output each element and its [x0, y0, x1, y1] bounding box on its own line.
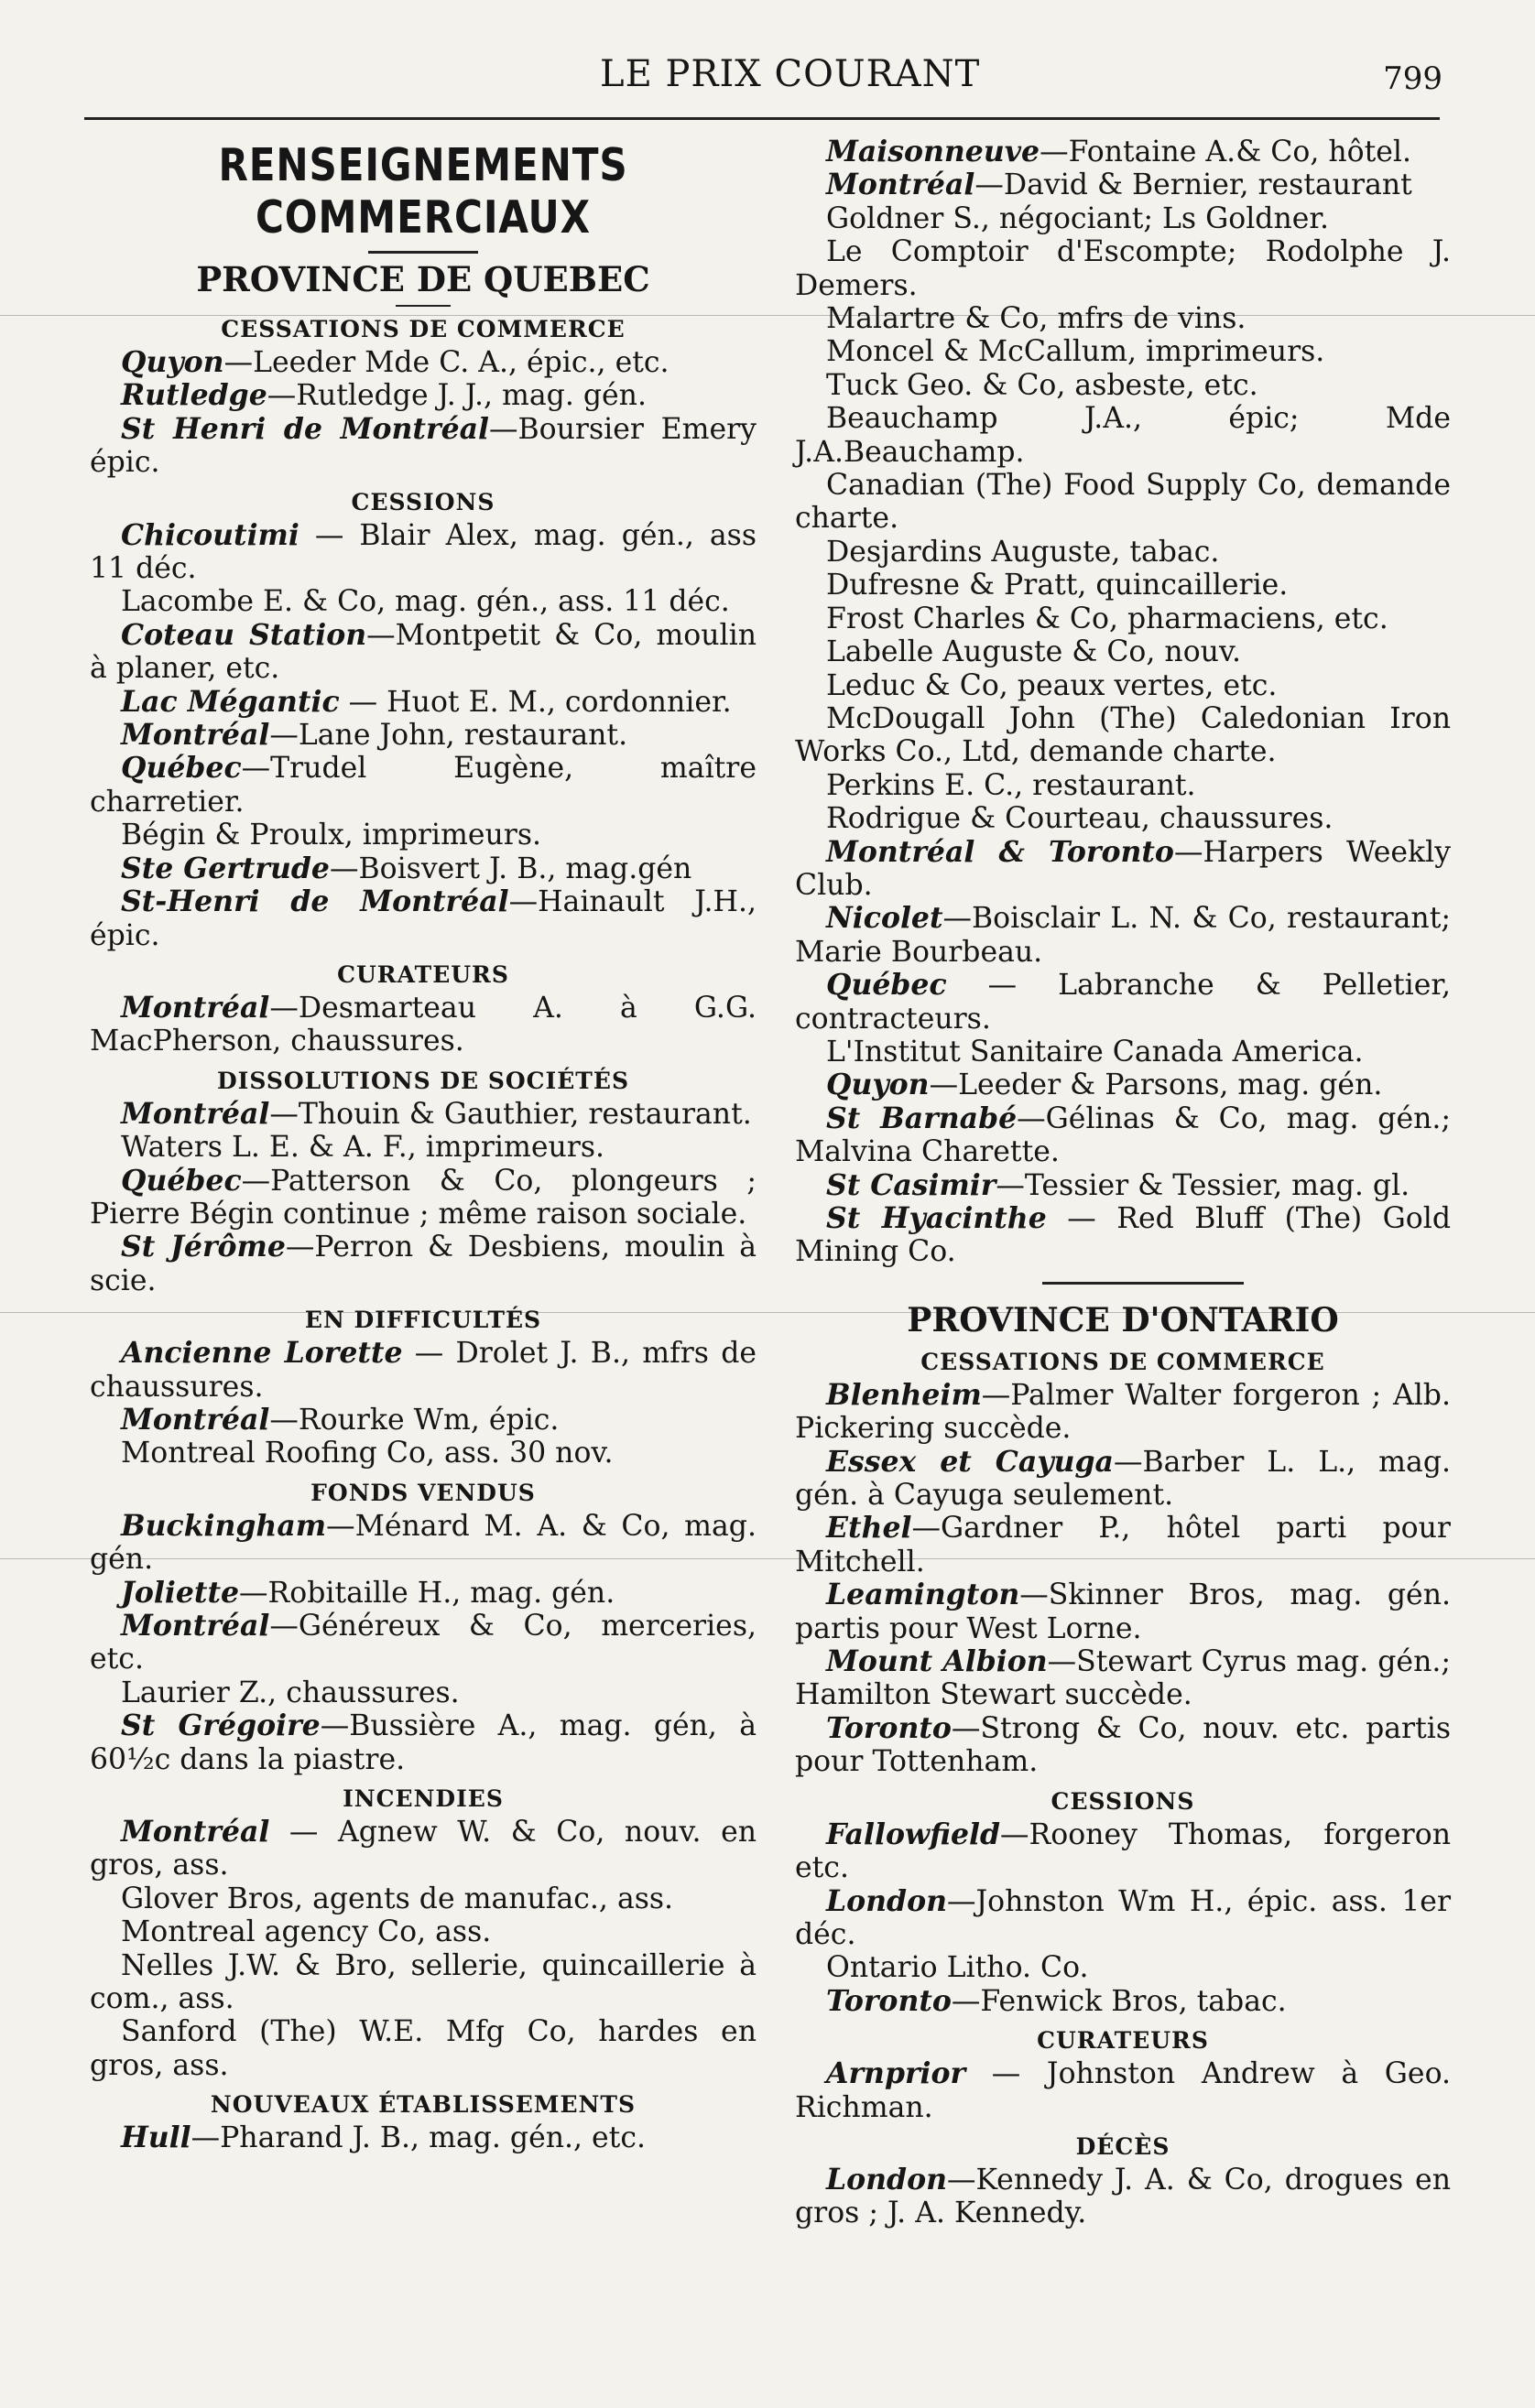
- listing-entry: [90, 1098, 757, 1131]
- listing-entry: [795, 302, 1451, 335]
- place-name: Québec: [121, 1163, 242, 1198]
- listing-entry: [795, 1102, 1451, 1169]
- entry-text: —Hainault J.H., épic.: [90, 885, 757, 952]
- place-name: Joliette: [121, 1575, 240, 1610]
- entry-text: —Gélinas & Co, mag. gén.; Malvina Charette.: [795, 1101, 1451, 1169]
- entry-text: —Rutledge J. J., mag. gén.: [267, 379, 647, 413]
- entry-text: —Harpers Weekly Club.: [795, 835, 1451, 902]
- province-separator: [1042, 1282, 1244, 1285]
- section-heading: CURATEURS: [1037, 2027, 1209, 2055]
- entry-text: —Leeder Mde C. A., épic., etc.: [223, 346, 670, 379]
- place-name: Montréal: [121, 1402, 270, 1437]
- listing-entry: [795, 369, 1451, 402]
- place-name: Montréal: [826, 168, 975, 202]
- entry-text: Le Comptoir d'Escompte; Rodolphe J. Demers.: [795, 235, 1451, 302]
- section-list: [90, 1510, 757, 1776]
- section-heading: CESSIONS: [1051, 1787, 1195, 1815]
- entry-text: —Tessier & Tessier, mag. gl.: [996, 1168, 1410, 1202]
- entry-text: L'Institut Sanitaire Canada America.: [826, 1035, 1364, 1068]
- listing-entry: [795, 2164, 1451, 2230]
- entry-text: Nelles J.W. & Bro, sellerie, quincaillerie à com., ass.: [90, 1948, 757, 2016]
- listing-entry: [795, 335, 1451, 368]
- place-name: Montréal: [121, 990, 270, 1025]
- section-list: [90, 2121, 757, 2154]
- entry-text: Montreal agency Co, ass.: [121, 1915, 492, 1949]
- listing-entry: [90, 585, 757, 618]
- place-name: St-Henri de Montréal: [121, 884, 509, 919]
- place-name: Montréal: [121, 1609, 270, 1643]
- title-rule: [368, 251, 478, 254]
- place-name: Québec: [121, 751, 242, 786]
- listing-entry: [90, 346, 757, 379]
- section-heading: INCENDIES: [343, 1785, 504, 1813]
- place-name: St Hyacinthe: [826, 1201, 1047, 1235]
- entry-text: — Agnew W. & Co, nouv. en gros, ass.: [90, 1816, 757, 1882]
- place-name: Fallowfield: [826, 1817, 1001, 1851]
- province-title-ontario: PROVINCE D'ONTARIO: [907, 1300, 1339, 1340]
- place-name: Quyon: [826, 1068, 930, 1102]
- entry-text: — Labranche & Pelletier, contracteurs.: [795, 969, 1451, 1036]
- listing-entry: [795, 669, 1451, 702]
- place-name: Buckingham: [121, 1508, 327, 1543]
- entry-text: —Perron & Desbiens, moulin à scie.: [90, 1231, 757, 1297]
- listing-entry: [795, 635, 1451, 668]
- entry-text: Desjardins Auguste, tabac.: [826, 535, 1220, 569]
- place-name: London: [826, 2162, 947, 2196]
- section-list: [90, 1337, 757, 1470]
- entry-text: Sanford (The) W.E. Mfg Co, hardes en gros, ass.: [90, 2015, 757, 2082]
- listing-entry: [795, 1712, 1451, 1779]
- entry-text: Moncel & McCallum, imprimeurs.: [826, 335, 1325, 369]
- listing-entry: [795, 1985, 1451, 2018]
- place-name: Quyon: [121, 345, 224, 379]
- entry-text: Montreal Roofing Co, ass. 30 nov.: [121, 1437, 614, 1470]
- entry-text: —Rourke Wm, épic.: [269, 1403, 560, 1437]
- listing-entry: [795, 1169, 1451, 1202]
- listing-entry: [90, 819, 757, 851]
- entry-text: —Stewart Cyrus mag. gén.; Hamilton Stewart succède.: [795, 1645, 1451, 1712]
- listing-entry: [795, 1446, 1451, 1513]
- place-name: Arnprior: [826, 2056, 966, 2091]
- section-heading: CESSATIONS DE COMMERCE: [221, 316, 626, 342]
- listing-entry: [795, 769, 1451, 802]
- place-name: Toronto: [826, 1983, 952, 2018]
- listing-entry: [795, 1202, 1451, 1269]
- section-heading: DISSOLUTIONS DE SOCIÉTÉS: [216, 1067, 630, 1094]
- place-name: St Jérôme: [121, 1230, 286, 1264]
- listing-entry: [90, 1577, 757, 1610]
- entry-text: Lacombe E. & Co, mag. gén., ass. 11 déc.: [121, 585, 730, 619]
- entry-text: Glover Bros, agents de manufac., ass.: [121, 1882, 674, 1915]
- listing-entry: [90, 379, 757, 412]
- entry-text: —Généreux & Co, merceries, etc.: [90, 1610, 757, 1676]
- entry-text: Bégin & Proulx, imprimeurs.: [121, 819, 542, 852]
- listing-entry: [90, 686, 757, 719]
- section-heading: CESSATIONS DE COMMERCE: [920, 1348, 1325, 1375]
- place-name: Ste Gertrude: [121, 851, 330, 885]
- place-name: Montréal: [121, 1096, 270, 1131]
- entry-text: Leduc & Co, peaux vertes, etc.: [826, 668, 1278, 702]
- place-name: St Grégoire: [121, 1708, 321, 1743]
- entry-text: Ontario Litho. Co.: [826, 1951, 1089, 1985]
- listing-entry: [90, 2015, 757, 2082]
- section-list: [90, 992, 757, 1058]
- listing-entry: [795, 1512, 1451, 1578]
- entry-text: —Montpetit & Co, moulin à planer, etc.: [90, 618, 757, 686]
- entry-text: —Pharand J. B., mag. gén., etc.: [191, 2121, 646, 2155]
- entry-text: Tuck Geo. & Co, asbeste, etc.: [826, 368, 1258, 402]
- listing-entry: [795, 168, 1451, 201]
- entry-text: Beauchamp J.A., épic; Mde J.A.Beauchamp.: [795, 402, 1451, 469]
- entry-text: —Fenwick Bros, tabac.: [951, 1984, 1287, 2018]
- entry-text: Canadian (The) Food Supply Co, demande charte.: [795, 469, 1451, 536]
- entry-text: —Barber L. L., mag. gén. à Cayuga seulement.: [795, 1445, 1451, 1513]
- listing-entry: [90, 619, 757, 686]
- place-name: Montréal: [121, 1815, 270, 1849]
- entry-text: —Lane John, restaurant.: [269, 719, 628, 753]
- place-name: Hull: [121, 2121, 191, 2155]
- listing-entry: [90, 1949, 757, 2016]
- place-name: Ancienne Lorette: [121, 1336, 403, 1371]
- listing-entry: [795, 136, 1451, 168]
- entry-text: Perkins E. C., restaurant.: [826, 768, 1196, 802]
- section-heading: CESSIONS: [351, 488, 495, 515]
- entry-text: —Kennedy J. A. & Co, drogues en gros ; J. A. Kennedy.: [795, 2163, 1451, 2230]
- listing-entry: [90, 1676, 757, 1709]
- section-heading: CURATEURS: [337, 960, 509, 988]
- listing-entry: [90, 1404, 757, 1437]
- place-name: Chicoutimi: [121, 517, 299, 552]
- listing-entry: [795, 1068, 1451, 1101]
- listing-entry: [90, 1437, 757, 1470]
- place-name: Essex et Cayuga: [826, 1444, 1114, 1479]
- entry-text: — Johnston Andrew à Geo. Richman.: [795, 2057, 1451, 2124]
- place-name: Blenheim: [826, 1377, 982, 1412]
- listing-entry: [90, 1165, 757, 1231]
- entry-text: —Bussière A., mag. gén, à 60½c dans la piastre.: [90, 1709, 757, 1776]
- place-name: Ethel: [826, 1511, 912, 1546]
- listing-entry: [90, 885, 757, 952]
- listing-entry: [795, 1036, 1451, 1068]
- listing-entry: [90, 1337, 757, 1404]
- section-list: [90, 519, 757, 952]
- listing-entry: [795, 1818, 1451, 1885]
- entry-text: —Boisvert J. B., mag.gén: [329, 851, 692, 885]
- listing-entry: [90, 1131, 757, 1164]
- section-list: [90, 1816, 757, 2082]
- listing-entry: [90, 1915, 757, 1948]
- page-number: 799: [1383, 60, 1442, 97]
- entry-text: —Rooney Thomas, forgeron etc.: [795, 1817, 1451, 1885]
- place-name: Toronto: [826, 1710, 952, 1745]
- place-name: Québec: [826, 968, 947, 1003]
- listing-entry: [795, 902, 1451, 969]
- entry-text: Frost Charles & Co, pharmaciens, etc.: [826, 602, 1388, 635]
- listing-entry: [795, 836, 1451, 903]
- listing-entry: [90, 719, 757, 752]
- right-column: [795, 136, 1451, 2230]
- listing-entry: [795, 1379, 1451, 1446]
- main-title: RENSEIGNEMENTS COMMERCIAUX: [218, 139, 628, 244]
- listing-entry: [90, 1816, 757, 1882]
- entry-text: Labelle Auguste & Co, nouv.: [826, 635, 1242, 669]
- listing-entry: [90, 1882, 757, 1915]
- left-column: [90, 136, 757, 2155]
- place-name: Leamington: [826, 1578, 1020, 1612]
- listing-entry: [795, 969, 1451, 1036]
- entry-text: —Gardner P., hôtel parti pour Mitchell.: [795, 1512, 1451, 1578]
- entry-text: —Strong & Co, nouv. etc. partis pour Tottenham.: [795, 1711, 1451, 1779]
- entry-text: Malartre & Co, mfrs de vins.: [826, 302, 1247, 336]
- place-name: St Henri de Montréal: [121, 411, 489, 446]
- listing-entry: [795, 1885, 1451, 1952]
- entry-text: —Patterson & Co, plongeurs ; Pierre Bégin continue ; même raison sociale.: [90, 1164, 757, 1231]
- section-list: [90, 346, 757, 480]
- page-header: [87, 53, 1442, 108]
- listing-entry: [90, 1709, 757, 1776]
- entry-text: Rodrigue & Courteau, chaussures.: [826, 802, 1334, 836]
- listing-entry: [90, 1610, 757, 1676]
- place-name: St Casimir: [826, 1167, 996, 1202]
- listing-entry: [795, 1951, 1451, 1984]
- entry-text: — Drolet J. B., mfrs de chaussures.: [90, 1337, 757, 1404]
- listing-entry: [90, 2121, 757, 2154]
- place-name: Maisonneuve: [826, 135, 1040, 168]
- entry-text: —David & Bernier, restaurant: [974, 168, 1412, 202]
- entry-text: Goldner S., négociant; Ls Goldner.: [826, 201, 1329, 235]
- listing-entry: [795, 536, 1451, 569]
- listing-entry: [90, 1231, 757, 1297]
- province-rule: [396, 305, 451, 307]
- section-heading: NOUVEAUX ÉTABLISSEMENTS: [210, 2091, 637, 2119]
- entry-text: —Thouin & Gauthier, restaurant.: [269, 1097, 752, 1131]
- place-name: London: [826, 1883, 947, 1918]
- section-list: [795, 1818, 1451, 2018]
- listing-entry: [90, 752, 757, 819]
- entry-text: — Blair Alex, mag. gén., ass 11 déc.: [90, 518, 757, 586]
- entry-text: —Johnston Wm H., épic. ass. 1er déc.: [795, 1884, 1451, 1951]
- entry-text: —Desmarteau A. à G.G. MacPherson, chaussures.: [90, 991, 757, 1058]
- place-name: Montréal & Toronto: [826, 834, 1174, 869]
- section-list: [90, 1098, 757, 1297]
- section-list: [795, 1379, 1451, 1779]
- province-title-quebec: PROVINCE DE QUEBEC: [196, 259, 650, 299]
- entry-text: —Robitaille H., mag. gén.: [239, 1576, 615, 1610]
- running-title: LE PRIX COURANT: [600, 53, 981, 95]
- listing-entry: [795, 1578, 1451, 1645]
- place-name: St Barnabé: [826, 1101, 1018, 1135]
- listing-entry: [795, 235, 1451, 302]
- listing-entry: [795, 469, 1451, 536]
- listing-entry: [795, 202, 1451, 235]
- entry-text: —Boisclair L. N. & Co, restaurant; Marie Bourbeau.: [795, 902, 1451, 969]
- place-name: Nicolet: [826, 901, 943, 936]
- listing-entry: [795, 402, 1451, 469]
- entry-text: —Boursier Emery épic.: [90, 412, 757, 480]
- entry-text: McDougall John (The) Caledonian Iron Works Co., Ltd, demande charte.: [795, 701, 1451, 769]
- place-name: Mount Albion: [826, 1644, 1048, 1679]
- listing-entry: [90, 852, 757, 885]
- place-name: Lac Mégantic: [121, 684, 340, 719]
- listing-entry: [90, 413, 757, 480]
- section-list: [795, 2164, 1451, 2230]
- listing-entry: [795, 602, 1451, 635]
- listing-entry: [795, 1645, 1451, 1712]
- listing-entry: [90, 1510, 757, 1577]
- section-heading: EN DIFFICULTÉS: [304, 1307, 542, 1334]
- listing-entry: [795, 2057, 1451, 2124]
- section-list: [795, 136, 1451, 1269]
- place-name: Coteau Station: [121, 617, 367, 652]
- listing-entry: [795, 802, 1451, 835]
- listing-entry: [795, 569, 1451, 602]
- entry-text: —Skinner Bros, mag. gén. partis pour West Lorne.: [795, 1578, 1451, 1645]
- section-heading: FONDS VENDUS: [310, 1479, 536, 1506]
- entry-text: — Huot E. M., cordonnier.: [339, 685, 732, 719]
- entry-text: Waters L. E. & A. F., imprimeurs.: [121, 1131, 605, 1165]
- place-name: Rutledge: [121, 378, 267, 413]
- place-name: Montréal: [121, 718, 270, 753]
- entry-text: Dufresne & Pratt, quincaillerie.: [826, 569, 1289, 602]
- entry-text: —Trudel Eugène, maître charretier.: [90, 752, 757, 819]
- entry-text: —Ménard M. A. & Co, mag. gén.: [90, 1509, 757, 1577]
- entry-text: —Fontaine A.& Co, hôtel.: [1040, 136, 1411, 168]
- listing-entry: [90, 519, 757, 586]
- entry-text: —Palmer Walter forgeron ; Alb. Pickering succède.: [795, 1378, 1451, 1446]
- listing-entry: [90, 992, 757, 1058]
- listing-entry: [795, 702, 1451, 769]
- entry-text: — Red Bluff (The) Gold Mining Co.: [795, 1202, 1451, 1269]
- section-heading: DÉCÈS: [1075, 2132, 1170, 2160]
- entry-text: Laurier Z., chaussures.: [121, 1676, 460, 1709]
- entry-text: —Leeder & Parsons, mag. gén.: [929, 1068, 1383, 1102]
- section-list: [795, 2057, 1451, 2124]
- header-rule: [84, 117, 1440, 120]
